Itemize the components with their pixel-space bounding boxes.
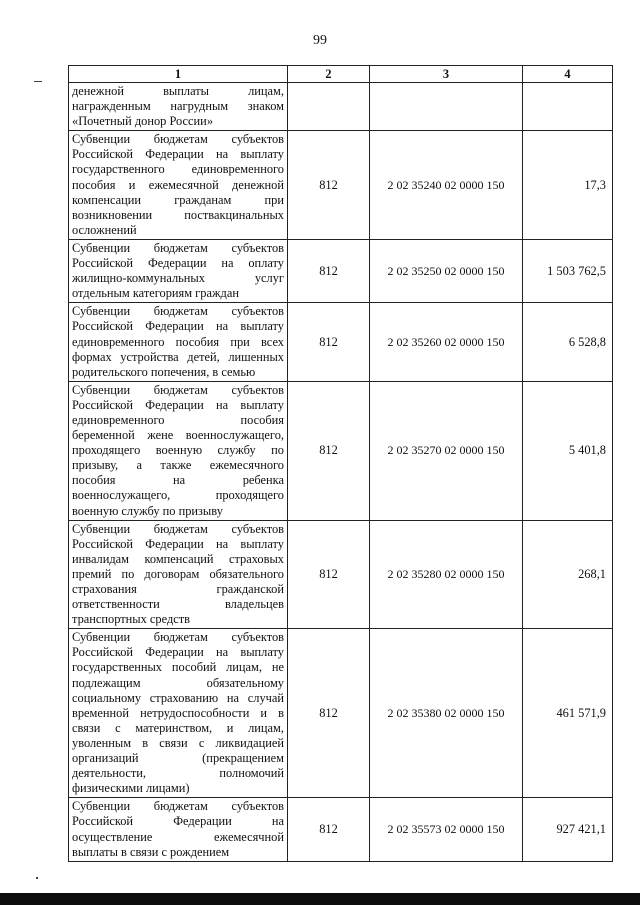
row-admin-code-cell: 812 <box>288 629 370 798</box>
row-name-cell <box>69 131 288 240</box>
row-name-line: Российской Федерации на оплату <box>72 256 284 271</box>
row-revenue-code-cell: 2 02 35573 02 0000 150 <box>370 798 523 861</box>
row-amount-cell: 5 401,8 <box>523 381 613 520</box>
table-row <box>69 83 613 131</box>
row-name-line: жилищно-коммунальных услуг <box>72 271 284 286</box>
row-name-line: единовременного пособия при всех <box>72 334 284 349</box>
row-name-line: Российской Федерации на выплату <box>72 319 284 334</box>
row-name-line: Субвенции бюджетам субъектов <box>72 132 284 147</box>
row-name-line: Российской Федерации на выплату <box>72 645 284 660</box>
table-row <box>69 239 613 302</box>
row-name-line: подлежащим обязательному <box>72 675 284 690</box>
row-name-line: осуществление ежемесячной <box>72 829 284 844</box>
row-amount-cell: 17,3 <box>523 131 613 240</box>
row-name-line: социальному страхованию на случай <box>72 690 284 705</box>
row-amount-cell: 6 528,8 <box>523 303 613 381</box>
row-name-line: Субвенции бюджетам субъектов <box>72 304 284 319</box>
row-revenue-code-cell: 2 02 35250 02 0000 150 <box>370 239 523 302</box>
row-name-cell <box>69 520 288 629</box>
budget-table <box>68 65 613 862</box>
row-name-line: премий по договорам обязательного <box>72 566 284 581</box>
row-name-line: «Почетный донор России» <box>72 114 214 129</box>
row-revenue-code-cell: 2 02 35280 02 0000 150 <box>370 520 523 629</box>
column-header: 1 <box>69 66 288 83</box>
row-name-line: военнослужащего, проходящего <box>72 488 284 503</box>
row-name-cell <box>69 381 288 520</box>
row-name-line: Российской Федерации на <box>72 814 284 829</box>
row-name-line: транспортных средств <box>72 612 191 627</box>
row-name-line: ответственности владельцев <box>72 597 284 612</box>
row-name-cell <box>69 83 288 131</box>
row-name-line: Субвенции бюджетам субъектов <box>72 799 284 814</box>
row-name-line: компенсации гражданам при <box>72 192 284 207</box>
table-row <box>69 381 613 520</box>
row-name-line: государственных пособий лицам, не <box>72 660 284 675</box>
table-row <box>69 131 613 240</box>
row-admin-code-cell: 812 <box>288 239 370 302</box>
row-amount-cell <box>523 83 613 131</box>
row-admin-code-cell: 812 <box>288 381 370 520</box>
row-name-line: связи с материнством, и лицам, <box>72 720 284 735</box>
row-name-line: Субвенции бюджетам субъектов <box>72 630 284 645</box>
column-header: 3 <box>370 66 523 83</box>
row-name-line: осложнений <box>72 222 137 237</box>
row-name-line: призыву, а также ежемесячного <box>72 458 284 473</box>
row-name-line: единовременного пособия <box>72 412 284 427</box>
row-name-line: родительского попечения, в семью <box>72 364 256 379</box>
column-header: 2 <box>288 66 370 83</box>
row-name-line: временной нетрудоспособности и в <box>72 705 284 720</box>
row-name-line: военную службу по призыву <box>72 503 223 518</box>
page-number: 99 <box>313 33 327 48</box>
row-name-line: выплаты в связи с рождением <box>72 844 230 859</box>
row-name-line: Субвенции бюджетам субъектов <box>72 240 284 255</box>
table-row <box>69 798 613 861</box>
row-amount-cell: 1 503 762,5 <box>523 239 613 302</box>
row-revenue-code-cell: 2 02 35380 02 0000 150 <box>370 629 523 798</box>
row-name-line: Российской Федерации на выплату <box>72 397 284 412</box>
row-admin-code-cell: 812 <box>288 798 370 861</box>
row-name-line: уволенным в связи с ликвидацией <box>72 735 284 750</box>
row-name-line: Российской Федерации на выплату <box>72 536 284 551</box>
row-amount-cell: 268,1 <box>523 520 613 629</box>
row-name-line: государственного единовременного <box>72 162 284 177</box>
row-name-line: страхования гражданской <box>72 582 284 596</box>
row-name-line: Российской Федерации на выплату <box>72 147 284 162</box>
row-name-line: Субвенции бюджетам субъектов <box>72 382 284 397</box>
row-name-line: пособия и ежемесячной денежной <box>72 177 284 192</box>
row-name-line: отдельным категориям граждан <box>72 286 239 301</box>
table-row <box>69 303 613 381</box>
row-name-line: формах устройства детей, лишенных <box>72 349 284 364</box>
table-row <box>69 520 613 629</box>
row-admin-code-cell: 812 <box>288 303 370 381</box>
row-name-line: Субвенции бюджетам субъектов <box>72 521 284 536</box>
row-name-line: физическими лицами) <box>72 781 190 796</box>
row-name-line: пособия на ребенка <box>72 473 284 488</box>
row-revenue-code-cell: 2 02 35240 02 0000 150 <box>370 131 523 240</box>
column-header: 4 <box>523 66 613 83</box>
row-name-cell <box>69 303 288 381</box>
row-revenue-code-cell: 2 02 35270 02 0000 150 <box>370 381 523 520</box>
scan-mark <box>34 81 42 82</box>
row-name-line: беременной жене военнослужащего, <box>72 428 284 443</box>
row-admin-code-cell: 812 <box>288 131 370 240</box>
row-name-line: деятельности, полномочий <box>72 766 284 781</box>
row-revenue-code-cell: 2 02 35260 02 0000 150 <box>370 303 523 381</box>
row-name-line: возникновении поствакцинальных <box>72 207 284 222</box>
table-header-row <box>69 66 613 83</box>
row-name-cell <box>69 629 288 798</box>
table-row <box>69 629 613 798</box>
row-admin-code-cell: 812 <box>288 520 370 629</box>
row-name-line: организаций (прекращением <box>72 751 284 766</box>
row-name-cell <box>69 239 288 302</box>
row-name-line: проходящего военную службу по <box>72 443 284 458</box>
scan-bottom-edge <box>0 893 640 905</box>
row-admin-code-cell <box>288 83 370 131</box>
row-name-line: награжденным нагрудным знаком <box>72 99 284 114</box>
scan-mark <box>36 877 38 879</box>
row-revenue-code-cell <box>370 83 523 131</box>
table-body <box>69 83 613 862</box>
row-amount-cell: 927 421,1 <box>523 798 613 861</box>
row-name-line: денежной выплаты лицам, <box>72 84 284 98</box>
row-name-line: инвалидам компенсаций страховых <box>72 551 284 566</box>
row-name-cell <box>69 798 288 861</box>
row-amount-cell: 461 571,9 <box>523 629 613 798</box>
